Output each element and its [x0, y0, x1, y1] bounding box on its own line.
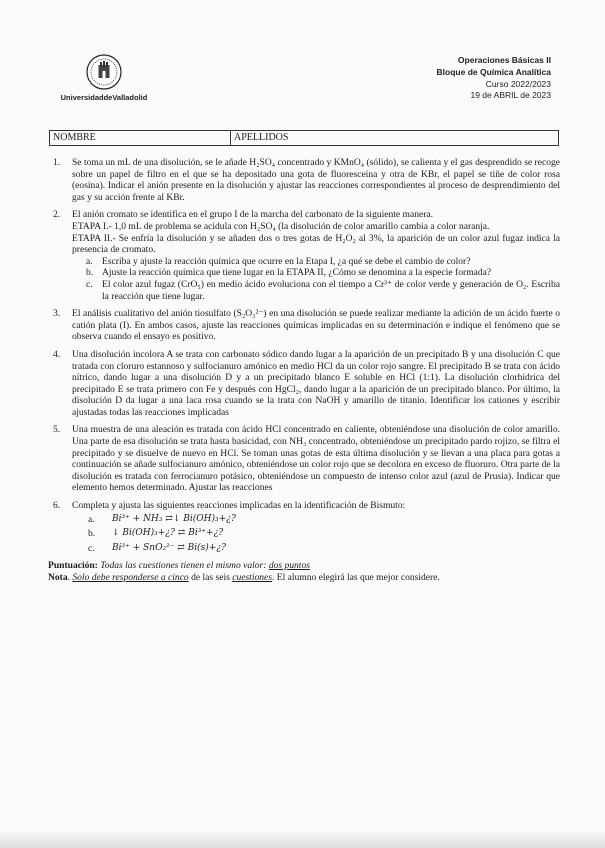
university-name: UniversidaddeValladolid — [60, 93, 148, 102]
subquestion-label: c. — [86, 278, 93, 290]
subquestion-label: b. — [86, 267, 94, 279]
score-line — [48, 560, 560, 572]
question-intro: El anión cromato se identifica en el grupo I de la marcha del carbonato de la siguiente manera. — [72, 209, 434, 221]
equation-text: Bi³⁺ + SnO₂²⁻ ⇄ Bi(s)+¿? — [112, 542, 227, 553]
question-text: Una disolución incolora A se trata con carbonato sódico dando lugar a la aparición de un precipitado B y una disolución C que tratada con cloruro estannoso y sulfocianuro amónico en medio HCl da un color rojo sangre. El precipitado B se trata con ácido nítrico, dando lugar a una disolución D y a un precipitado blanco E soluble en HCl (1:1). La disolución clorhídrica del precipitado E se trata primero con Fe y después con HgCl₂, dando lugar a la aparición de un precipitado blanco. Por último, la disolución D da lugar a una laca rosa cuando se la trata con NaOH y amarillo de titanio. Identificar los cationes y escribir ajustadas todas las reacciones implicadas — [72, 348, 560, 418]
course-header — [437, 55, 551, 102]
course-year: Curso 2022/2023 — [485, 78, 551, 89]
question-text: El análisis cualitativo del anión tiosulfato (S₂O₃²⁻) en una disolución se puede realizar mediante la adición de un ácido fuerte o catión plata (I). En ambos casos, ajuste las reacciones químicas implicadas en su determinación e indique el fenómeno que se observa cuando el ensayo es positivo. — [72, 308, 560, 343]
equation-text: ↓ Bi(OH)₃+¿? ⇄ Bi³⁺+¿? — [112, 528, 224, 539]
question-6 — [48, 500, 560, 554]
question-number: 6. — [53, 500, 61, 512]
equation-label: a. — [88, 513, 95, 525]
subquestion-text: Escriba y ajuste la reacción química que ocurre en la Etapa I, ¿a qué se debe el cambio de color? — [102, 255, 471, 267]
scan-shadow — [0, 830, 605, 848]
block-title: Bloque de Química Analítica — [436, 66, 551, 77]
score-label: Puntuación: — [48, 560, 98, 572]
subquestion-label: a. — [86, 255, 93, 267]
question-text: Una muestra de una aleación es tratada con ácido HCl concentrado en caliente, obteniéndose una disolución de color amarillo. Una parte de esa disolución se trata hasta basicidad, con NH₃ concentrado, obteniéndose un precipitado pardo rojizo, se filtra el precipitado y se disuelve de nuevo en HCl. Se toman unas gotas de esta última disolución y se llevan a una placa para gotas a continuación se añade sulfocianuro amónico, obteniéndose un color rojo que se decolora en exceso de fluoruro. Otra parte de la disolución es tratada con ferrocianuro potásico, obteniéndose un compuesto de intenso color azul (azul de Prusia). Indicar que elemento hemos determinado. Ajustar las reacciones — [72, 424, 560, 494]
surname-field[interactable] — [231, 131, 288, 145]
note-emphasis: Solo debe responderse a cinco — [72, 572, 189, 583]
name-field[interactable] — [50, 131, 231, 145]
questions-content — [48, 157, 560, 584]
subquestion-text: El color azul fugaz (CrO₅) en medio ácido evoluciona con el tiempo a Cr³⁺ de color verde y generación de O₂. Escriba la reacción que tiene lugar. — [102, 278, 560, 302]
equation-c — [72, 543, 560, 555]
exam-date: 19 de ABRIL de 2023 — [470, 90, 551, 101]
question-3 — [48, 308, 560, 343]
score-value: dos puntos — [268, 560, 310, 572]
note-label: Nota — [48, 572, 68, 583]
note-sep: . — [67, 572, 73, 583]
question-number: 2. — [53, 209, 61, 221]
note-line — [48, 572, 560, 584]
course-title: Operaciones Básicas II — [457, 55, 551, 65]
equation-label: c. — [88, 542, 95, 554]
note-questions: cuestiones — [232, 572, 272, 583]
question-intro: Completa y ajusta las siguientes reacciones implicadas en la identificación de Bismuto: — [72, 500, 406, 512]
subquestion-a — [72, 256, 560, 268]
equation-text: Bi³⁺ + NH₃ ⇄↓ Bi(OH)₃+¿? — [112, 513, 236, 524]
note-text: de las seis — [188, 572, 233, 583]
score-text: Todas las cuestiones tienen el mismo valor: — [100, 560, 269, 572]
equation-label: b. — [88, 528, 96, 540]
question-number: 4. — [53, 348, 61, 360]
question-2 — [48, 209, 560, 302]
question-number: 3. — [53, 308, 61, 320]
question-5 — [48, 424, 560, 494]
note-end: . El alumno elegirá las que mejor considere. — [271, 572, 440, 583]
question-list — [48, 157, 560, 554]
subquestion-c — [72, 279, 560, 302]
university-seal-icon — [86, 54, 122, 90]
student-name-table — [49, 130, 559, 146]
equation-b — [72, 528, 560, 540]
subquestion-text: Ajuste la reacción química que tiene lugar en la ETAPA II, ¿Cómo se denomina a la especie formada? — [102, 267, 492, 279]
name-label: NOMBRE — [53, 132, 96, 143]
etapa-1-text: ETAPA I.- 1,0 mL de problema se acidula con H₂SO₄ (la disolución de color amarillo cambia a color naranja. — [72, 220, 490, 232]
etapa-2-text: ETAPA II.- Se enfría la disolución y se añaden dos o tres gotas de H₂O₂ al 3%, la aparición de un color azul fugaz indica la presencia de cromato. — [72, 232, 560, 256]
question-1 — [48, 157, 560, 203]
university-logo — [54, 54, 154, 114]
question-number: 5. — [53, 424, 61, 436]
surname-label: APELLIDOS — [234, 132, 289, 143]
subquestion-b — [72, 267, 560, 279]
question-number: 1. — [53, 157, 61, 168]
question-4 — [48, 349, 560, 419]
question-text: Se toma un mL de una disolución, se le añade H₂SO₄ concentrado y KMnO₄ (sólido), se calienta y el gas desprendido se recoge sobre un papel de filtro en el que se ha depositado una gota de fluoresceína y otra de KBr, el papel se tiñe de color rosa (eosina). Indicar el anión presente en la disolución y ajustar las reacciones correspondientes al proceso de desprendimiento del gas y su acción frente al KBr. — [72, 157, 560, 203]
equation-a — [72, 514, 560, 526]
